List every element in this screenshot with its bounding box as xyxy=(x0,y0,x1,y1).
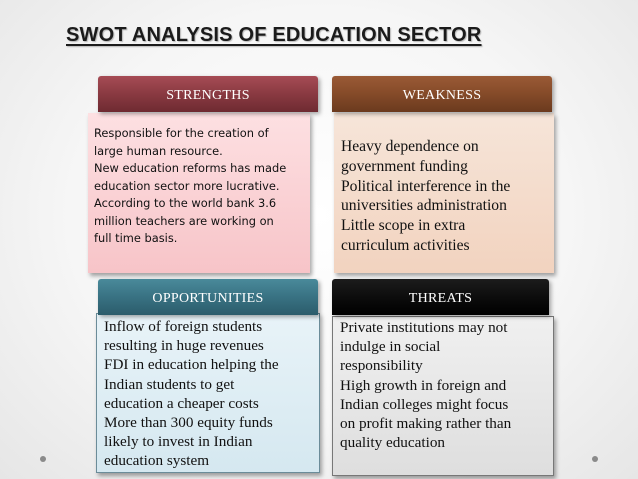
opportunities-item: education a cheaper costs xyxy=(104,394,259,412)
strengths-item: New education reforms has made xyxy=(94,161,287,175)
weakness-item: curriculum activities xyxy=(341,236,470,254)
strengths-item: million teachers are working on xyxy=(94,213,274,228)
weakness-item: universities administration xyxy=(341,197,507,215)
threats-box xyxy=(332,316,554,476)
opportunities-header: OPPORTUNITIES xyxy=(98,279,318,315)
threats-item: on profit making rather than xyxy=(340,415,512,433)
weakness-item: Heavy dependence on xyxy=(341,138,479,155)
strengths-box xyxy=(88,113,310,273)
slide-nav-dot-right xyxy=(592,456,598,462)
opportunities-item: education system xyxy=(104,452,210,470)
opportunities-item: resulting in huge revenues xyxy=(104,337,264,355)
opportunities-item: FDI in education helping the xyxy=(104,356,279,374)
strengths-header: STRENGTHS xyxy=(98,76,318,112)
strengths-item: full time basis. xyxy=(94,231,178,245)
threats-item: responsibility xyxy=(340,357,423,375)
threats-item: Private institutions may not xyxy=(340,319,508,336)
opportunities-item: More than 300 equity funds xyxy=(104,414,273,432)
threats-header: THREATS xyxy=(332,279,549,315)
threats-item: Indian colleges might focus xyxy=(340,395,509,413)
slide-nav-dot-left xyxy=(40,456,46,462)
opportunities-item: Indian students to get xyxy=(104,375,235,393)
strengths-item: large human resource. xyxy=(94,143,223,158)
strengths-item: education sector more lucrative. xyxy=(94,178,280,193)
threats-item: indulge in social xyxy=(340,338,441,356)
opportunities-item: Inflow of foreign students xyxy=(104,318,263,335)
slide-title: SWOT ANALYSIS OF EDUCATION SECTOR xyxy=(66,24,482,46)
strengths-item: According to the world bank 3.6 xyxy=(94,196,277,210)
weakness-header: WEAKNESS xyxy=(332,76,552,112)
opportunities-item: likely to invest in Indian xyxy=(104,433,253,451)
opportunities-box xyxy=(96,313,320,473)
weakness-item: Political interference in the xyxy=(341,177,511,195)
weakness-item: government funding xyxy=(341,157,468,175)
weakness-box xyxy=(334,113,554,273)
weakness-item: Little scope in extra xyxy=(341,217,466,235)
threats-item: quality education xyxy=(340,434,446,452)
strengths-item: Responsible for the creation of xyxy=(94,126,269,140)
threats-item: High growth in foreign and xyxy=(340,376,507,394)
